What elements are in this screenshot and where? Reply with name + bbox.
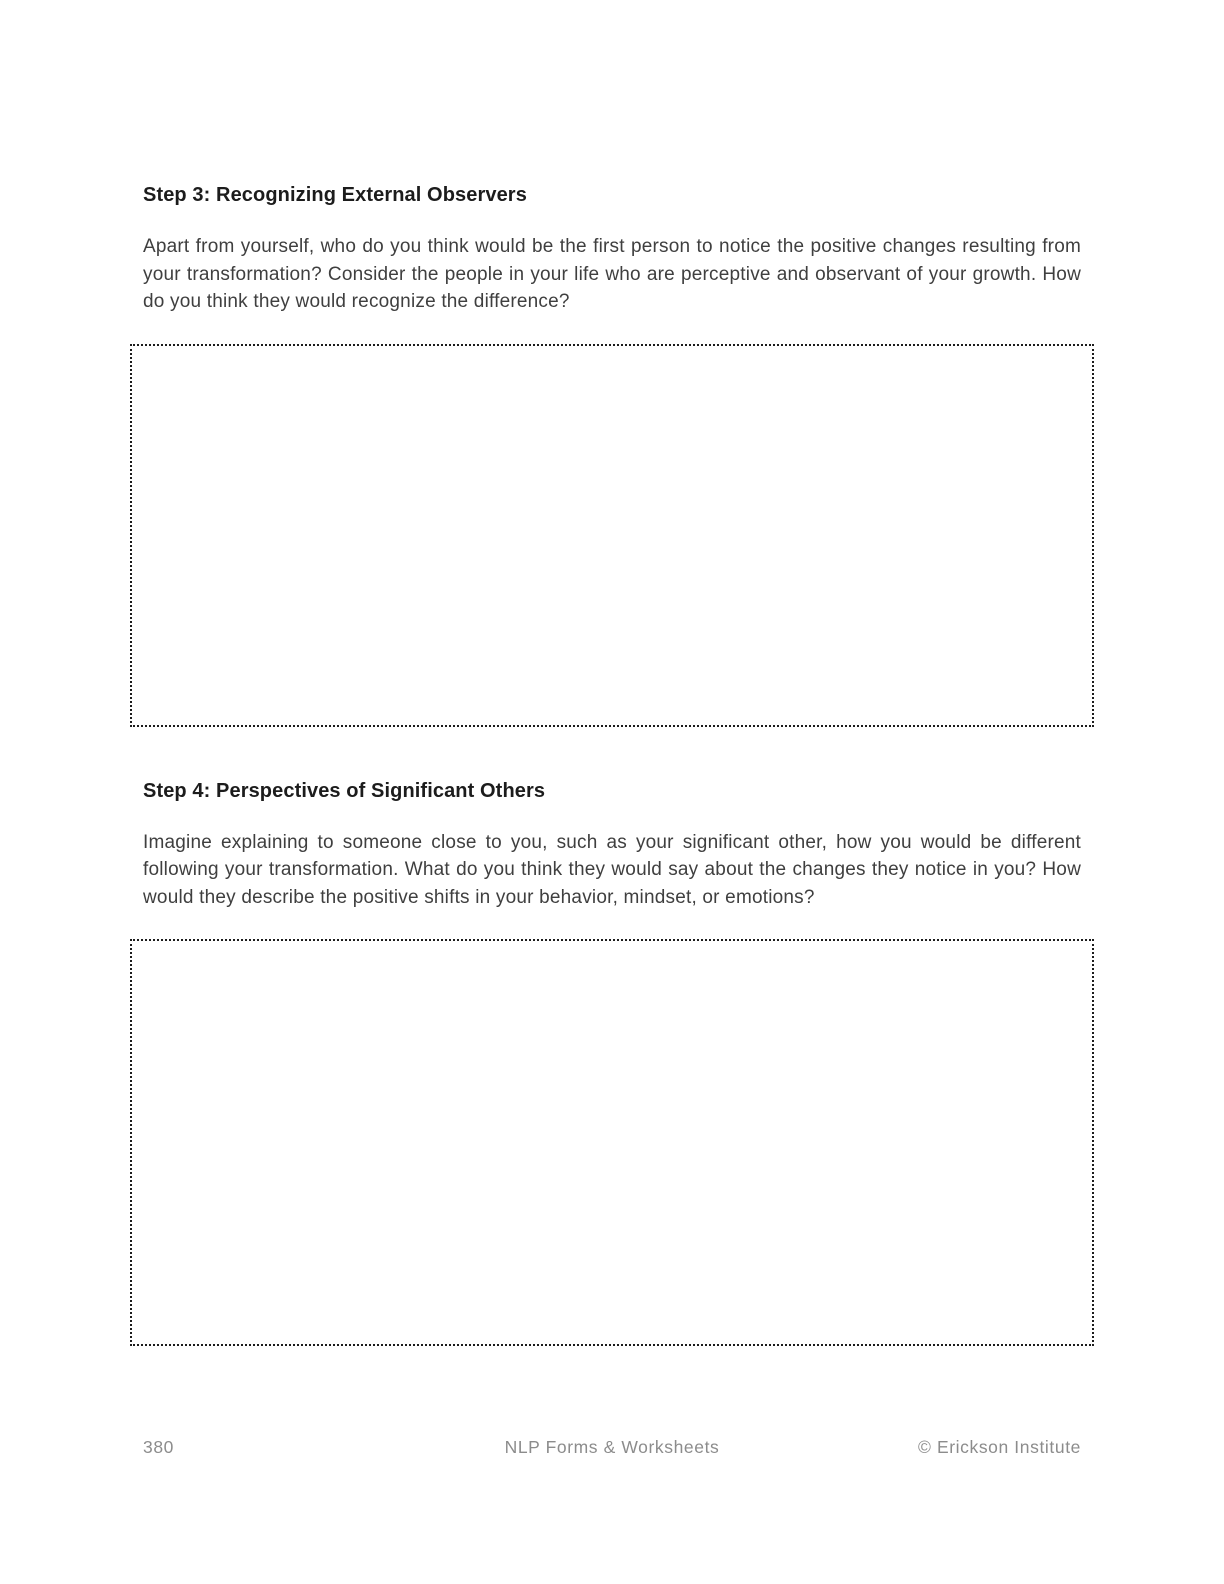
step-3-heading: Step 3: Recognizing External Observers [143, 184, 527, 206]
step-3-instructions: Apart from yourself, who do you think would be the first person to notice the positive changes resulting from your transformation? Consider the people in your life who are perceptive and observant of your growth. How do you think they would recognize the difference? [143, 236, 1081, 312]
step-4-instructions: Imagine explaining to someone close to you, such as your significant other, how you would be different following your transformation. What do you think they would say about the changes they notice in you? How would they describe the positive shifts in your behavior, mindset, or emotions? [143, 831, 1081, 908]
step-3-answer-box[interactable] [130, 344, 1094, 727]
footer-copyright: © Erickson Institute [917, 1437, 1081, 1457]
step-4-heading: Step 4: Perspectives of Significant Others [143, 779, 546, 802]
page-footer [143, 1437, 1081, 1457]
section-step-4 [143, 779, 1081, 1347]
section-step-3 [143, 183, 1081, 727]
footer-document-title: NLP Forms & Worksheets [504, 1437, 720, 1457]
worksheet-content [0, 183, 1224, 1346]
page-number: 380 [143, 1437, 174, 1457]
step-4-answer-box[interactable] [130, 939, 1094, 1346]
